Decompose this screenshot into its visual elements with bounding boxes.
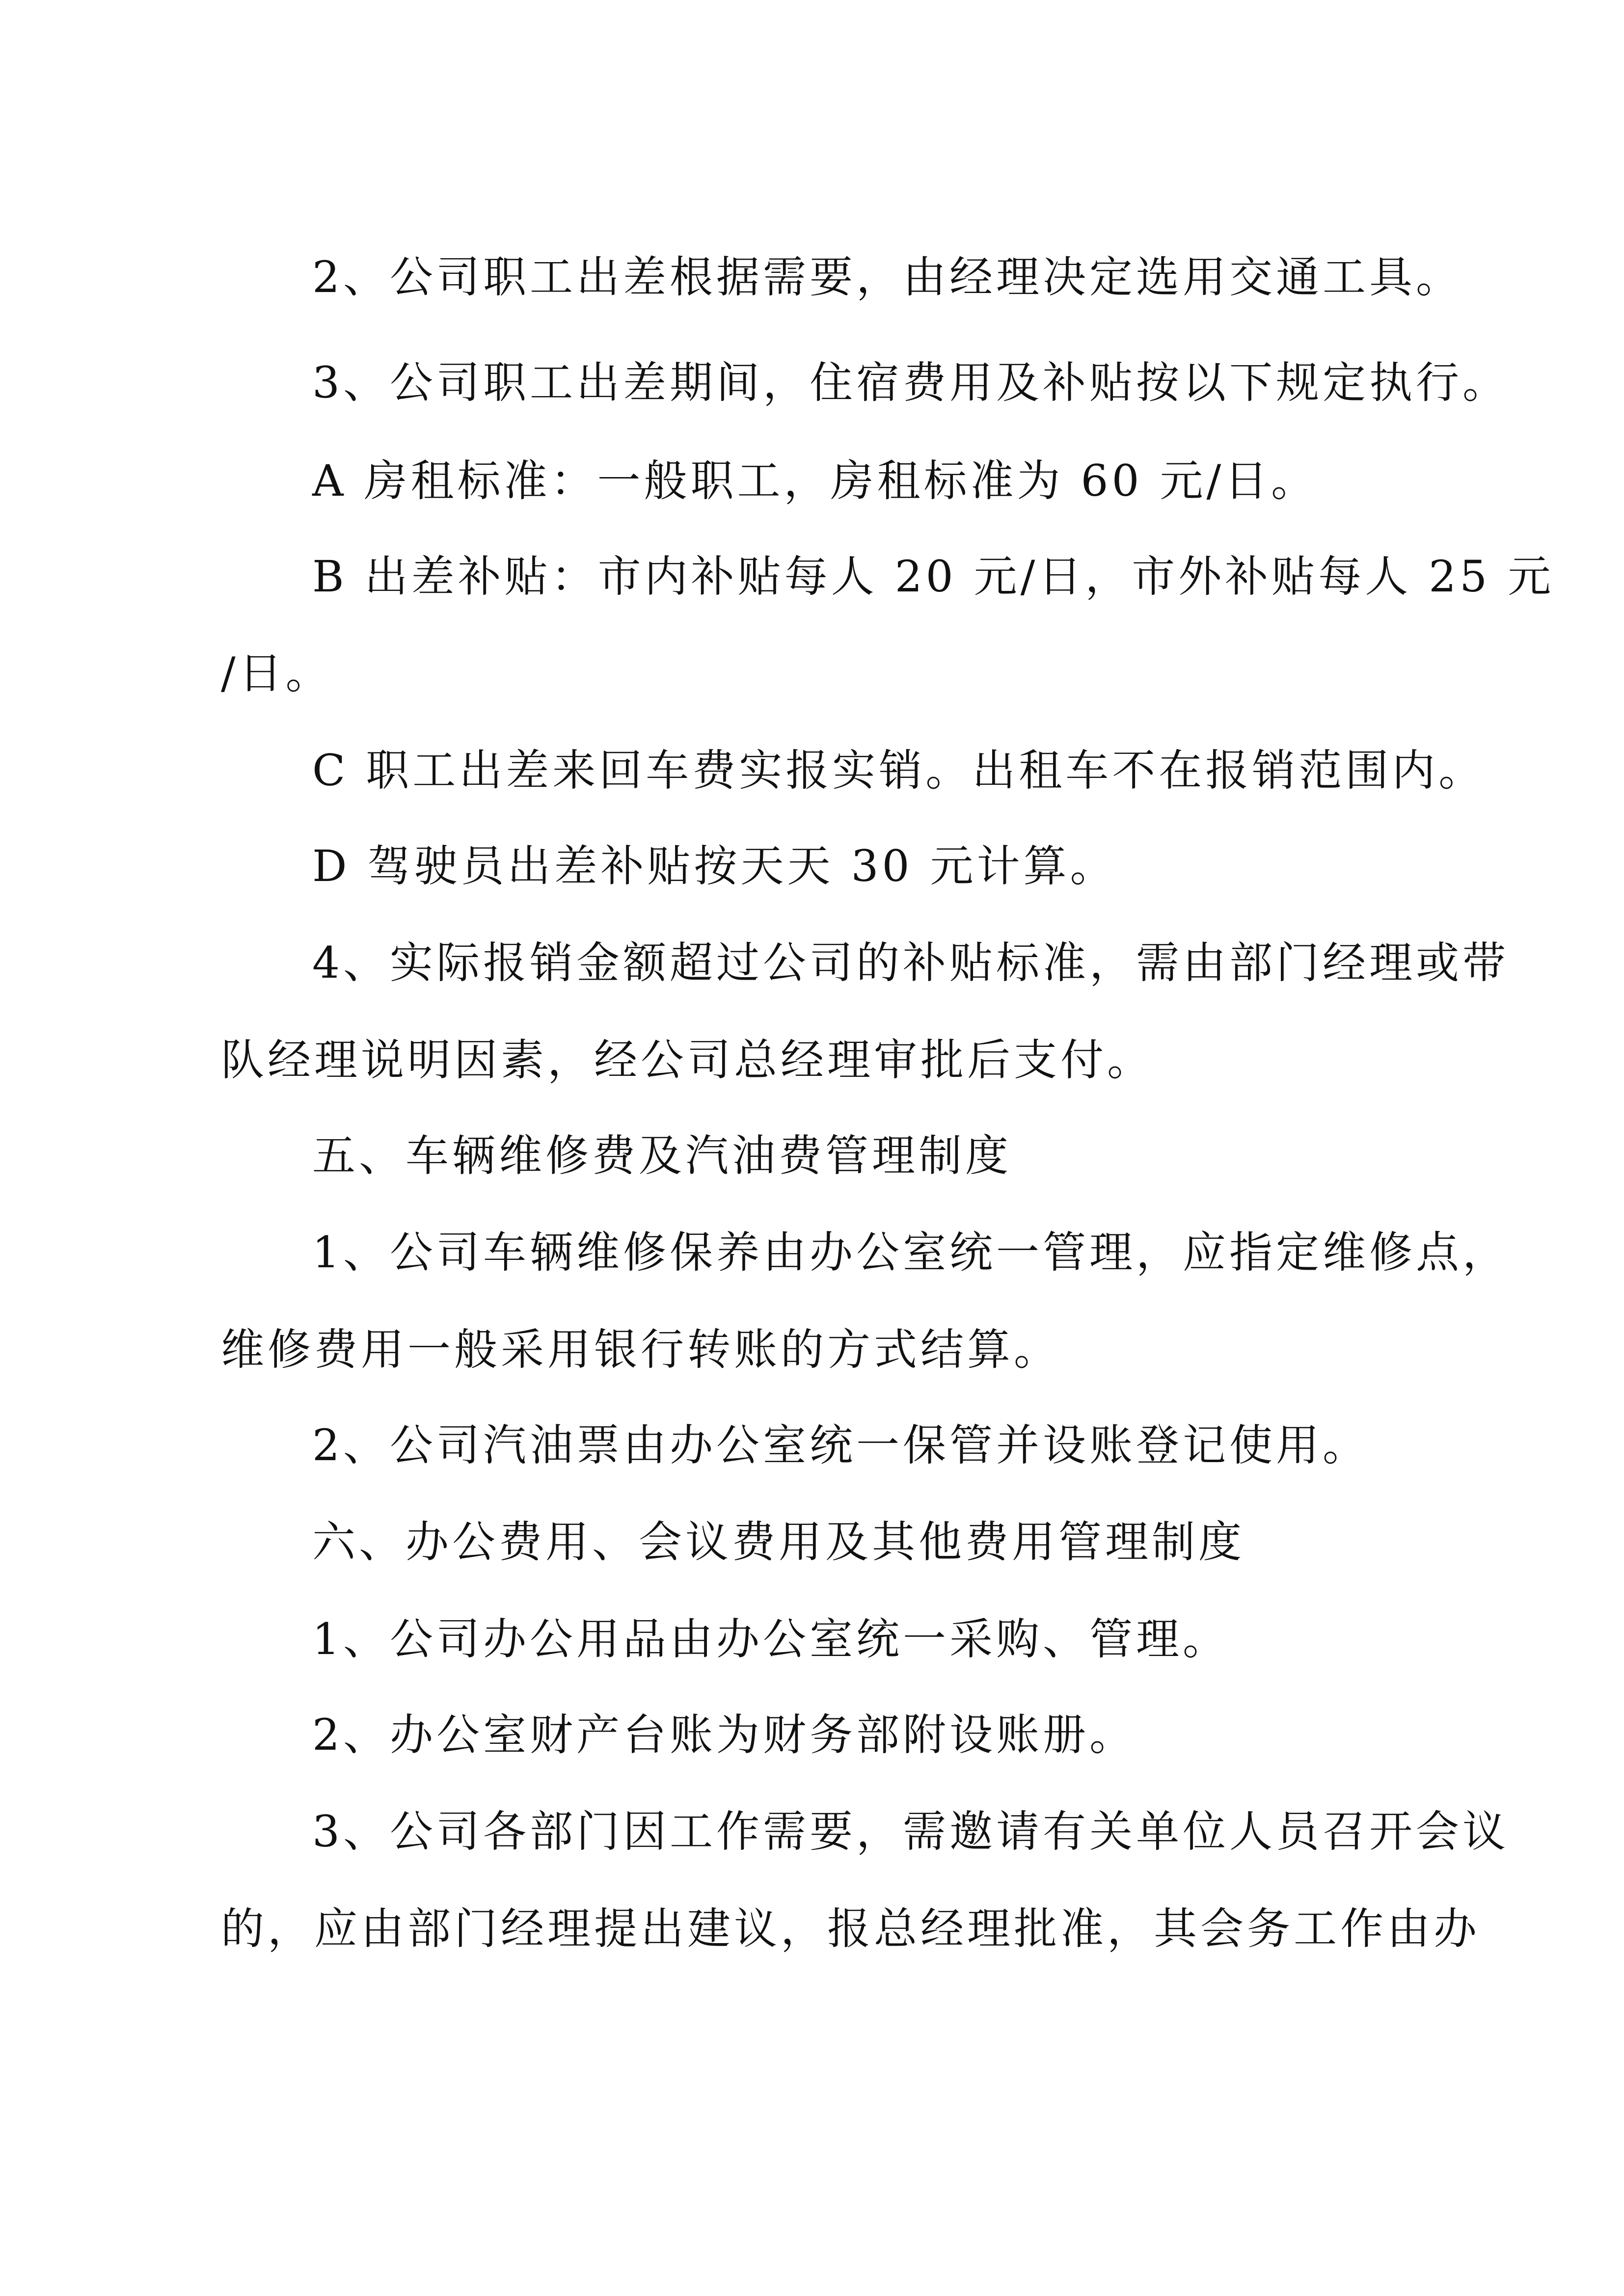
paragraph-line: 1、公司办公用品由办公室统一采购、管理。 [312,1614,1229,1664]
paragraph-line: /日。 [221,648,332,698]
paragraph-line: 2、办公室财产台账为财务部附设账册。 [312,1709,1136,1760]
paragraph-line: 3、公司职工出差期间，住宿费用及补贴按以下规定执行。 [312,357,1509,408]
paragraph-line: 队经理说明因素，经公司总经理审批后支付。 [221,1035,1154,1085]
paragraph-line: 1、公司车辆维修保养由办公室统一管理，应指定维修点， [312,1227,1509,1278]
paragraph-line: 3、公司各部门因工作需要，需邀请有关单位人员召开会议 [312,1806,1509,1857]
section-heading: 六、办公费用、会议费用及其他费用管理制度 [312,1517,1245,1567]
paragraph-line: 2、公司职工出差根据需要，由经理决定选用交通工具。 [312,252,1462,302]
paragraph-line: 4、实际报销金额超过公司的补贴标准，需由部门经理或带 [312,937,1509,988]
paragraph-line: D 驾驶员出差补贴按天天 30 元计算。 [312,841,1117,891]
paragraph-line: 维修费用一般采用银行转账的方式结算。 [221,1324,1061,1375]
paragraph-line: 的，应由部门经理提出建议，报总经理批准，其会务工作由办 [221,1903,1481,1954]
paragraph-line: B 出差补贴：市内补贴每人 20 元/日，市外补贴每人 25 元 [312,551,1555,602]
paragraph-line: C 职工出差来回车费实报实销。出租车不在报销范围内。 [312,745,1486,796]
section-heading: 五、车辆维修费及汽油费管理制度 [312,1130,1012,1181]
paragraph-line: A 房租标准：一般职工，房租标准为 60 元/日。 [312,455,1318,506]
paragraph-line: 2、公司汽油票由办公室统一保管并设账登记使用。 [312,1420,1369,1470]
